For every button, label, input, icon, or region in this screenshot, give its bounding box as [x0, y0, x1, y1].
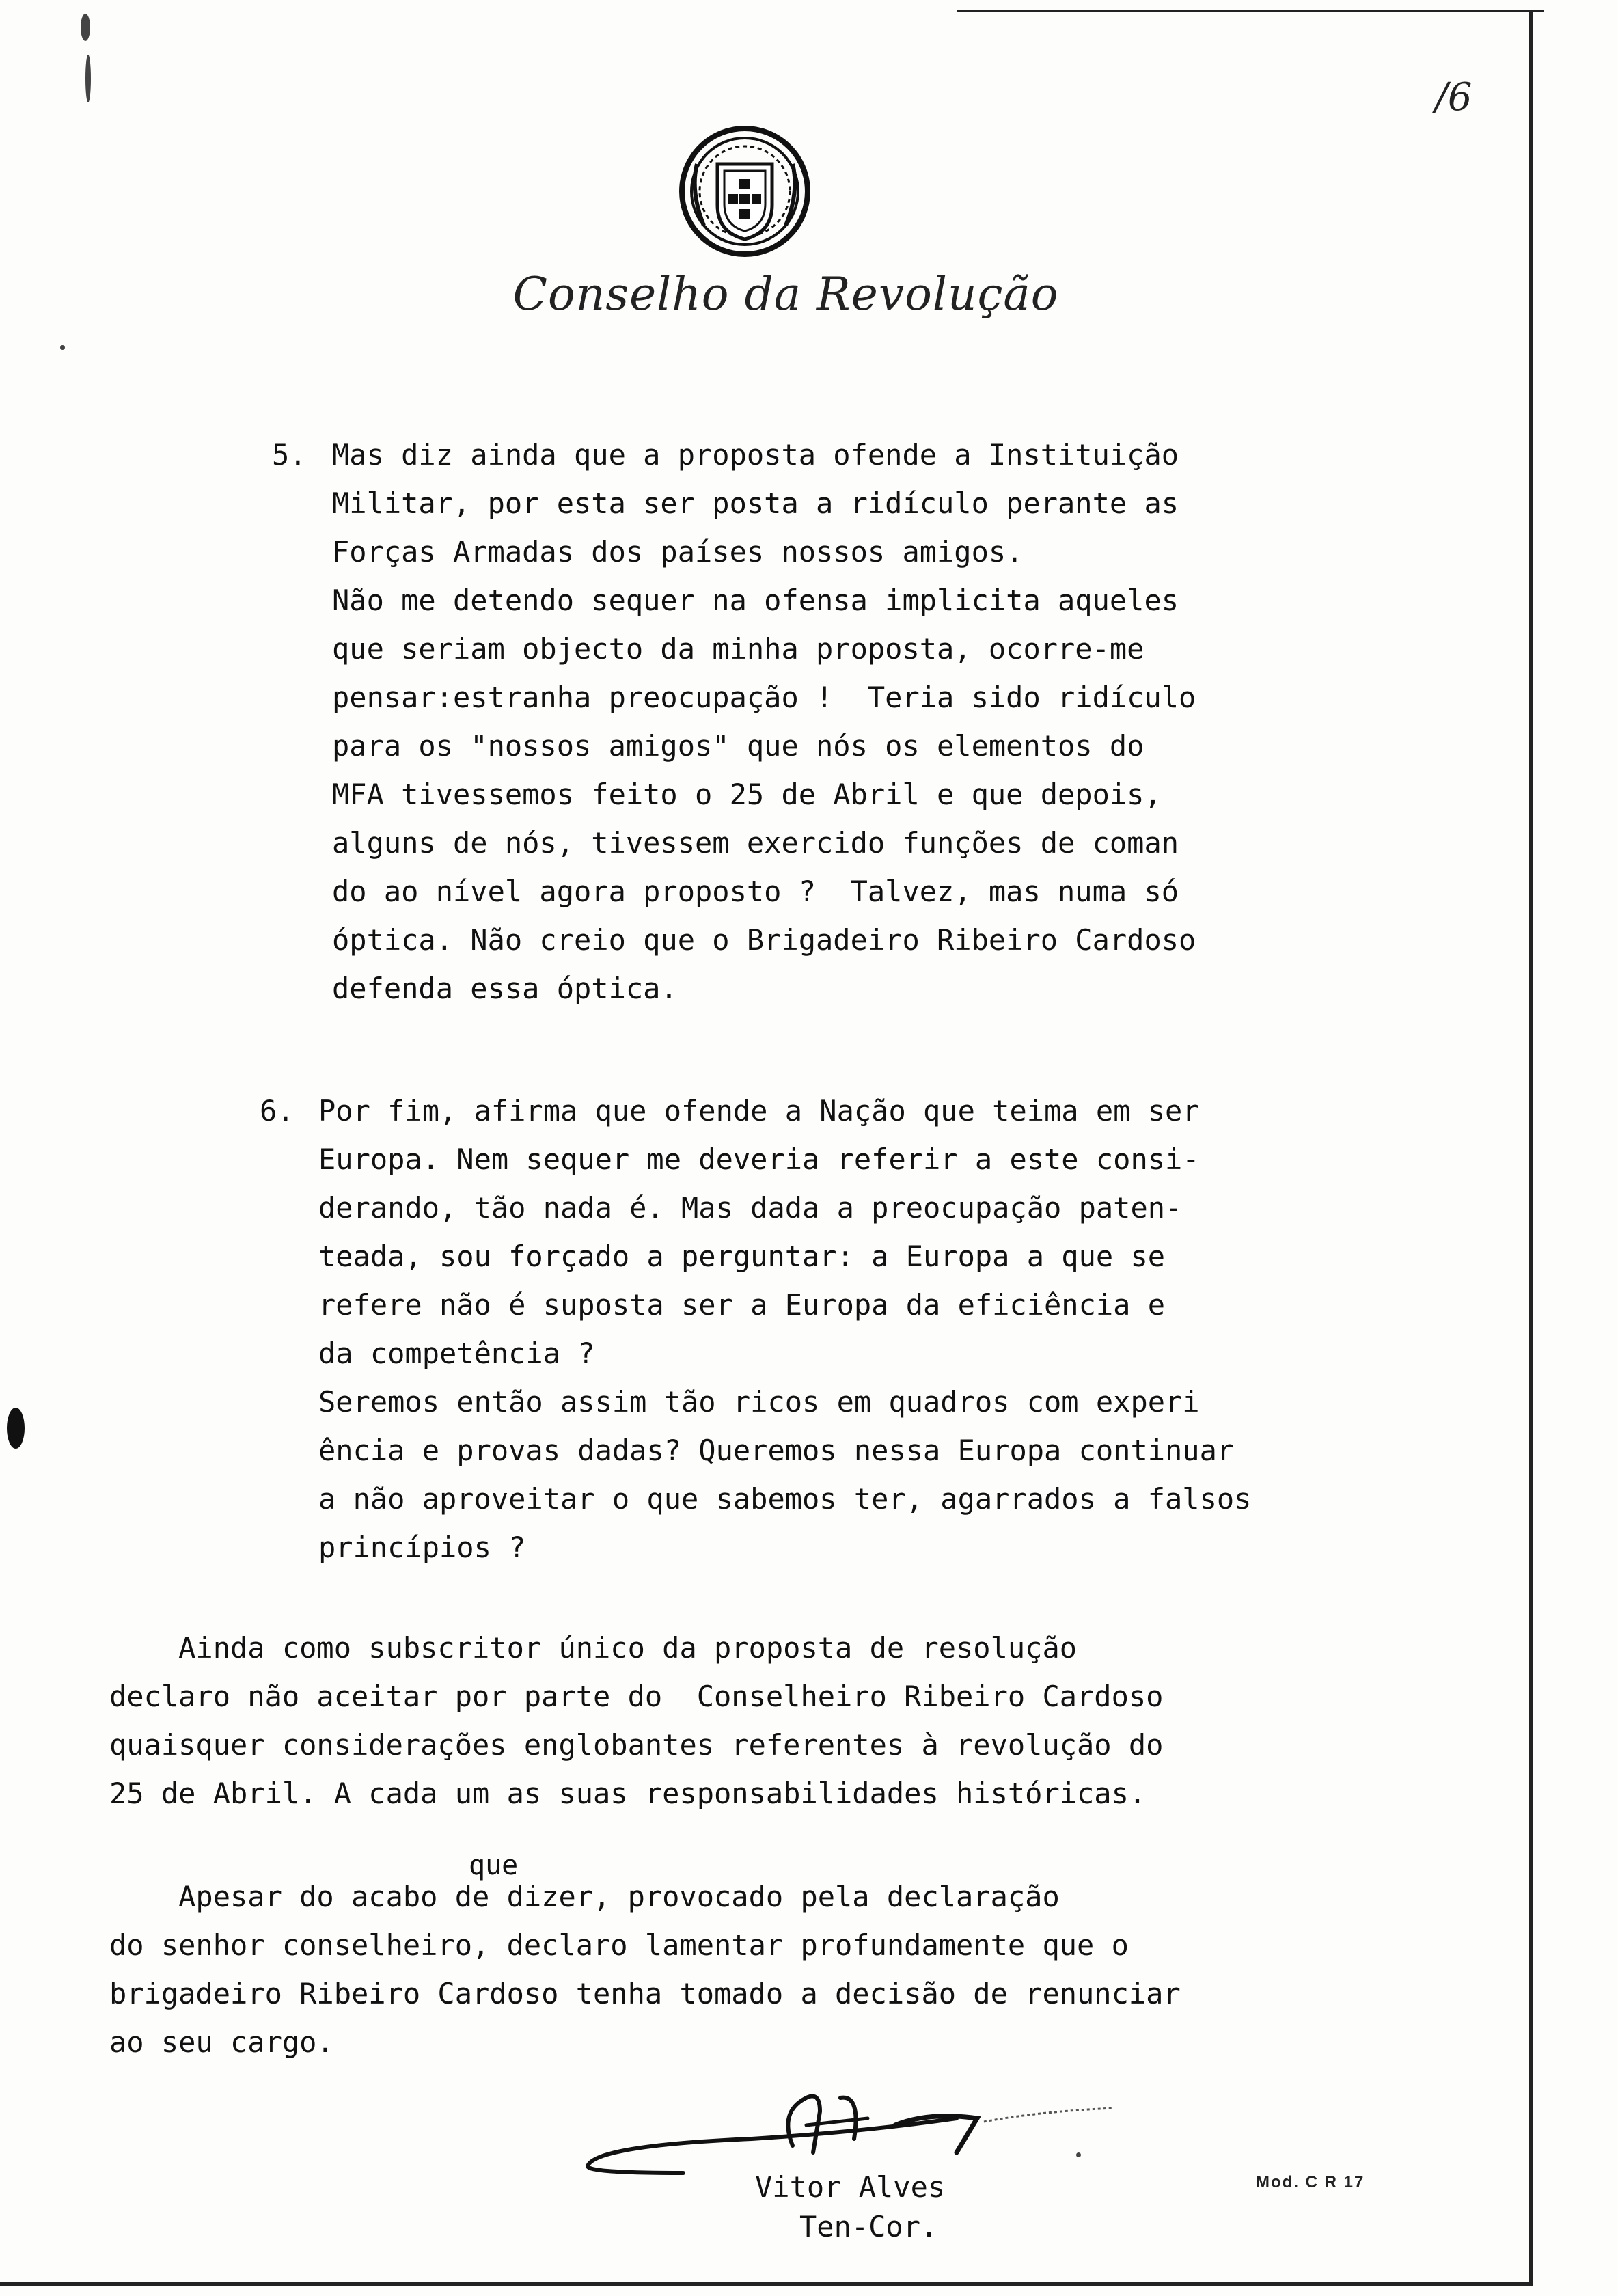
paragraph-5-line: pensar:estranha preocupação ! Teria sido ridículo — [332, 681, 1196, 714]
institution-title: Conselho da Revolução — [512, 268, 1059, 320]
paragraph-6-line: Europa. Nem sequer me deveria referir a este consi- — [318, 1143, 1200, 1176]
scan-speck — [85, 55, 91, 102]
scan-speck — [7, 1408, 25, 1449]
signatory-rank: Ten-Cor. — [799, 2210, 938, 2243]
handwritten-insertion: que — [469, 1850, 519, 1881]
scan-border-top — [957, 10, 1544, 12]
paragraph-5-line: alguns de nós, tivessem exercido funções de coman — [332, 826, 1179, 860]
paragraph-6-number: 6. — [260, 1094, 294, 1128]
paragraph-7 — [109, 1624, 1163, 1818]
scan-speck — [81, 14, 90, 41]
paragraph-5-line: óptica. Não creio que o Brigadeiro Ribeiro Cardoso — [332, 923, 1196, 957]
paragraph-6-line: princípios ? — [318, 1531, 526, 1564]
scan-border-right — [1529, 10, 1533, 2285]
paragraph-5-line: MFA tivessemos feito o 25 de Abril e que depois, — [332, 778, 1162, 811]
paragraph-5-line: Mas diz ainda que a proposta ofende a Instituição — [332, 438, 1179, 472]
scan-border-bottom — [0, 2282, 1533, 2286]
paragraph-6-line: Seremos então assim tão ricos em quadros com experi — [318, 1385, 1200, 1419]
paragraph-6-line: da competência ? — [318, 1337, 595, 1370]
paragraph-8-line: ao seu cargo. — [109, 2025, 334, 2059]
paragraph-7-line: 25 de Abril. A cada um as suas responsabilidades históricas. — [109, 1777, 1147, 1810]
paragraph-6-line: refere não é suposta ser a Europa da eficiência e — [318, 1288, 1166, 1322]
paragraph-8-line: do senhor conselheiro, declaro lamentar profundamente que o — [109, 1928, 1129, 1962]
paragraph-8-line: Apesar do acabo de dizer, provocado pela declaração — [109, 1880, 1060, 1913]
paragraph-8-line: brigadeiro Ribeiro Cardoso tenha tomado a decisão de renunciar — [109, 1977, 1181, 2010]
paragraph-5-line: Militar, por esta ser posta a ridículo perante as — [332, 487, 1179, 520]
paragraph-6 — [318, 1086, 1251, 1572]
paragraph-6-line: teada, sou forçado a perguntar: a Europa a que se — [318, 1240, 1166, 1273]
paragraph-5-line: que seriam objecto da minha proposta, ocorre-me — [332, 632, 1144, 666]
paragraph-6-line: derando, tão nada é. Mas dada a preocupação paten- — [318, 1191, 1183, 1225]
paragraph-5-line: para os "nossos amigos" que nós os elementos do — [332, 729, 1144, 763]
paragraph-5-number: 5. — [272, 438, 307, 472]
paragraph-5-line: Forças Armadas dos países nossos amigos. — [332, 535, 1024, 569]
paragraph-5-line: do ao nível agora proposto ? Talvez, mas numa só — [332, 875, 1179, 908]
paragraph-5-line: Não me detendo sequer na ofensa implicita aqueles — [332, 584, 1179, 617]
paragraph-5-line: defenda essa óptica. — [332, 972, 678, 1005]
paragraph-6-line: Por fim, afirma que ofende a Nação que teima em ser — [318, 1094, 1200, 1128]
paragraph-7-line: quaisquer considerações englobantes referentes à revolução do — [109, 1728, 1164, 1762]
portuguese-coat-of-arms-icon — [676, 123, 813, 260]
paragraph-6-line: ência e provas dadas? Queremos nessa Europa continuar — [318, 1434, 1235, 1467]
paragraph-5 — [332, 430, 1196, 1013]
paragraph-6-line: a não aproveitar o que sabemos ter, agarrados a falsos — [318, 1482, 1252, 1516]
form-code: Mod. C R 17 — [1256, 2173, 1365, 2191]
paragraph-8 — [109, 1872, 1181, 2066]
signatory-name: Vitor Alves — [755, 2170, 946, 2204]
scan-speck — [60, 345, 65, 350]
paragraph-7-line: Ainda como subscritor único da proposta de resolução — [109, 1631, 1078, 1665]
page-number: /6 — [1435, 75, 1472, 120]
paragraph-7-line: declaro não aceitar por parte do Conselheiro Ribeiro Cardoso — [109, 1680, 1164, 1713]
